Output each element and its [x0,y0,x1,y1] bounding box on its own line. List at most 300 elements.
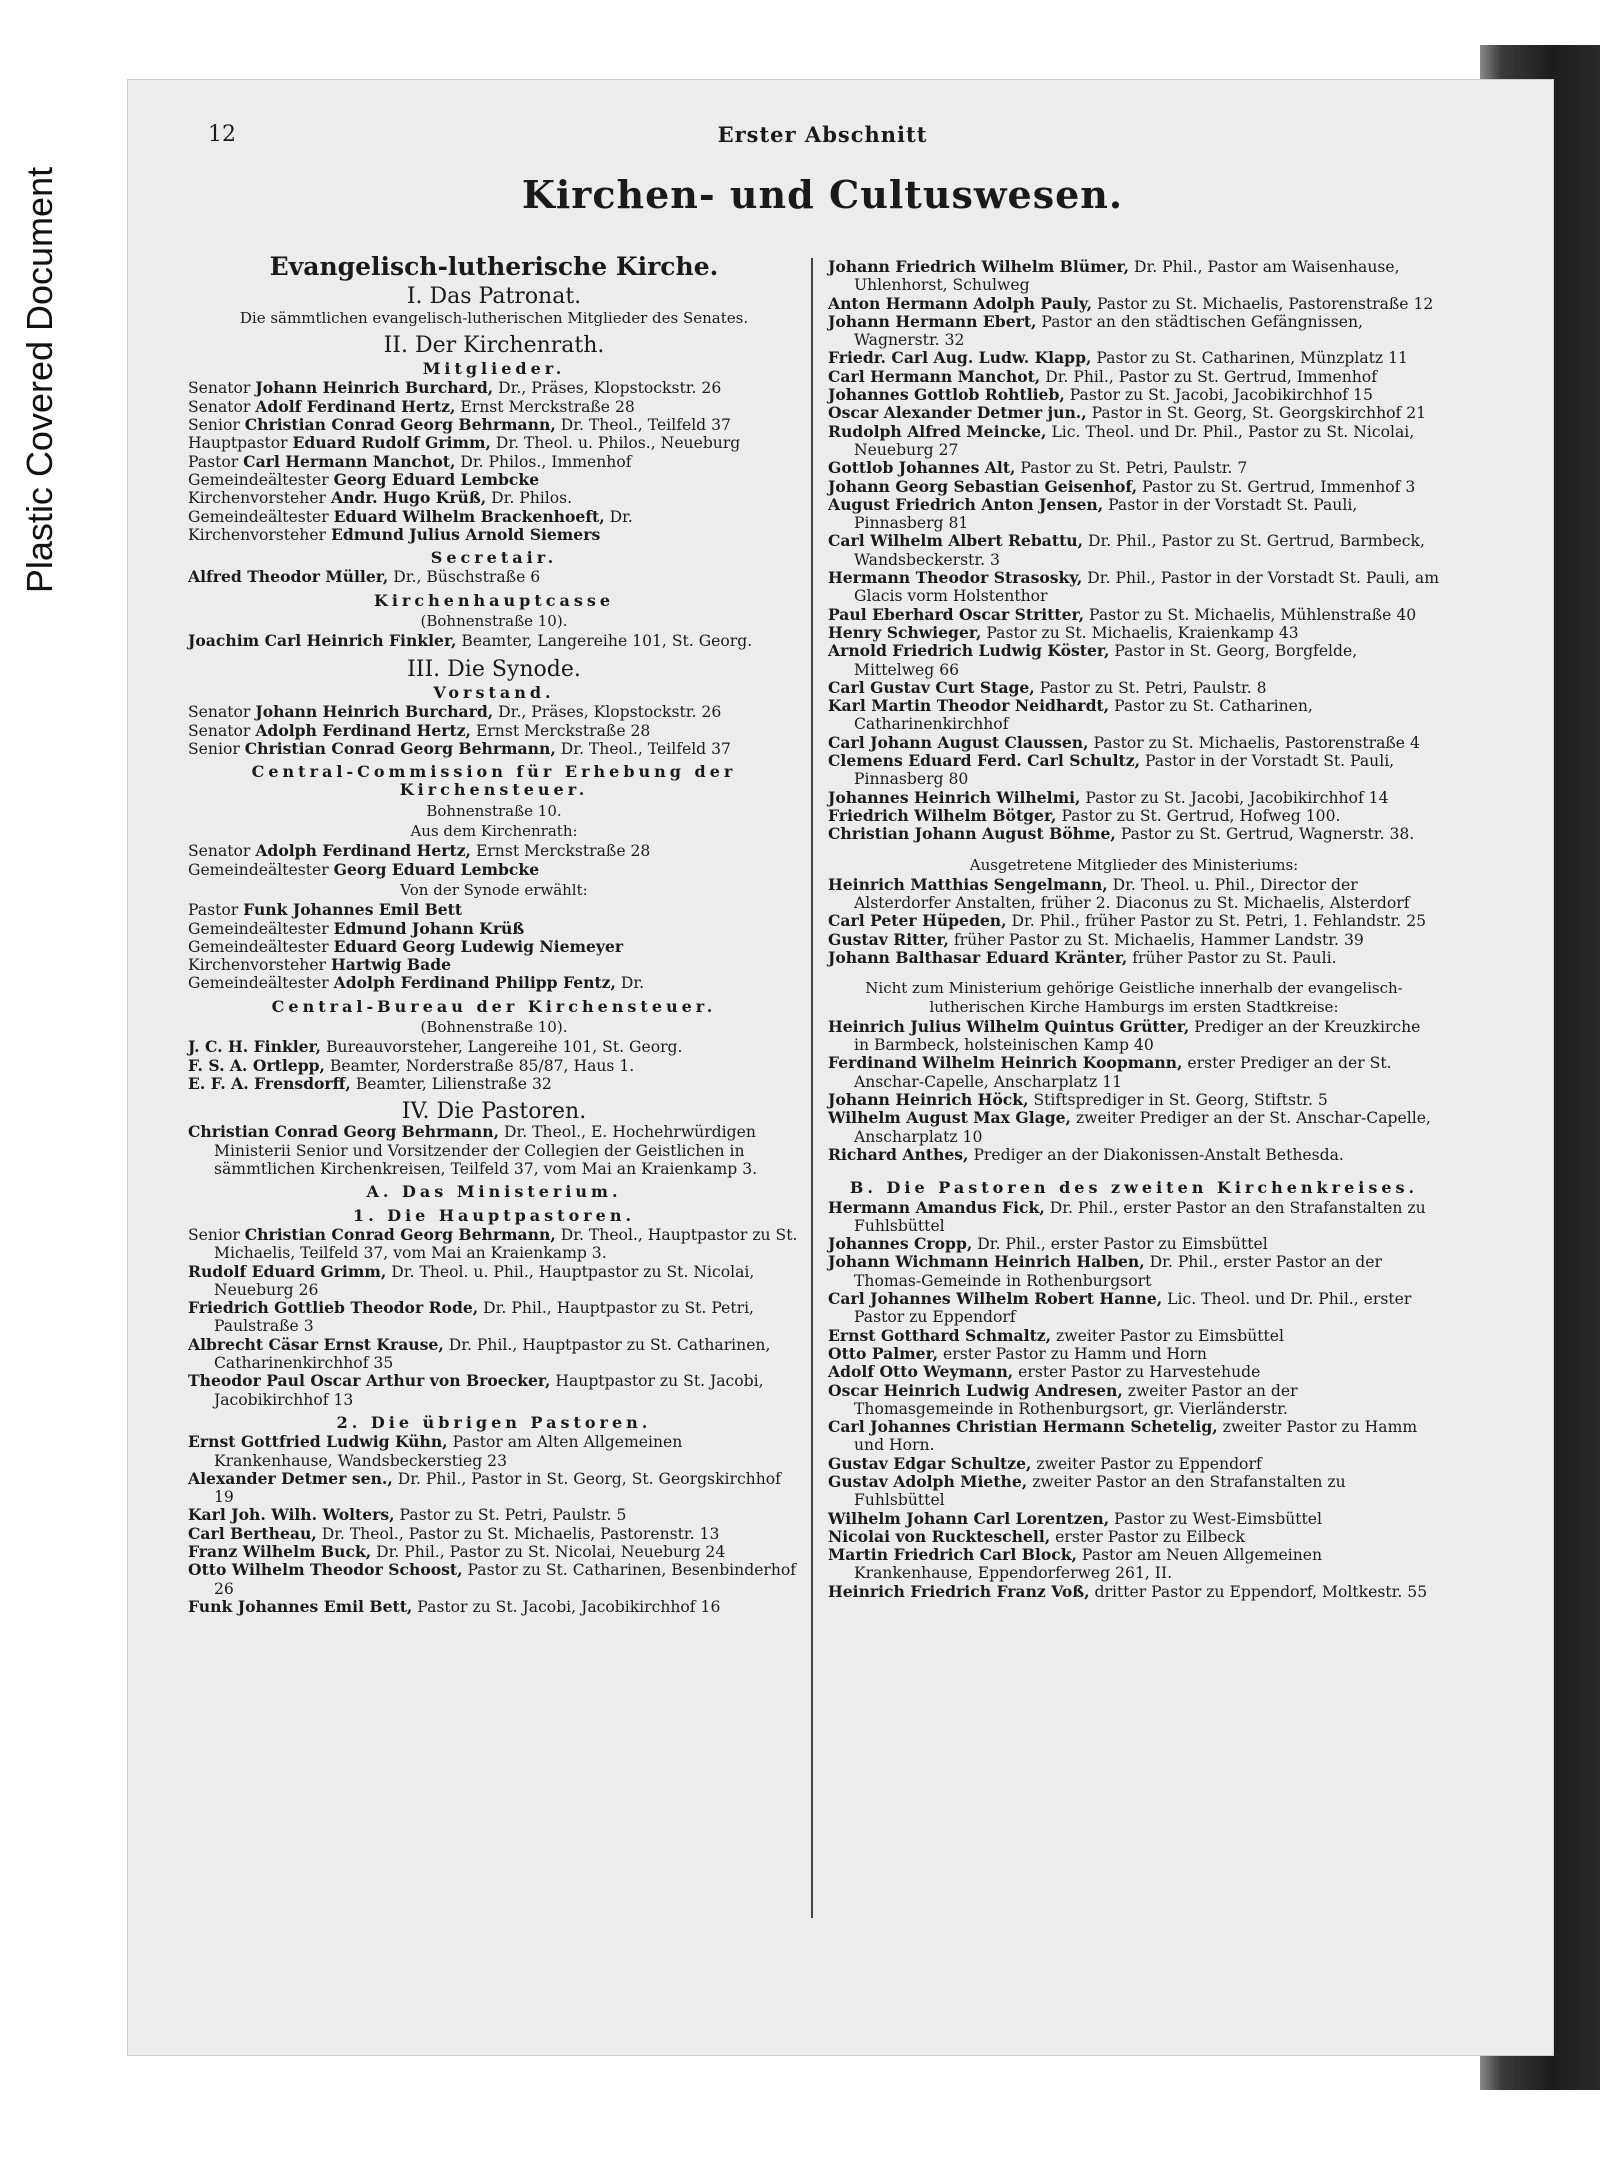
entry-details: Pastor zu St. Gertrud, Immenhof 3 [1137,477,1416,496]
entry-details: Prediger an der Kreuzkirche in Barmbeck, holsteinischen Kamp 40 [854,1017,1421,1055]
entry [188,1336,800,1373]
entry-details: Dr. Phil., erster Pastor zu Eimsbüttel [972,1235,1268,1254]
entry [188,1263,800,1300]
entry-role: Gemeindeältester [188,470,334,489]
entry-details: Pastor in St. Georg, St. Georgskirchhof 21 [1086,404,1427,423]
entry-name: Gustav Adolph Miethe, [828,1472,1028,1491]
entry-name: Henry Schwieger, [828,622,982,642]
hauptcasse-list [188,632,800,650]
entry-details: zweiter Pastor zu Eppendorf [1031,1454,1262,1473]
entry-details: Dr. Phil., Pastor in der Vorstadt St. Pauli, am Glacis vorm Holstenthor [854,569,1440,606]
entry [188,453,800,471]
entry [828,1382,1440,1419]
entry-details: Dr., Büschstraße 6 [388,568,541,587]
secretair-list [188,568,800,586]
entry-role: Senator [188,721,256,740]
entry-name: Christian Conrad Georg Behrmann, [244,415,556,435]
entry-details: dritter Pastor zu Eppendorf, Moltkestr. 55 [1089,1582,1428,1601]
entry [188,1598,800,1616]
entry [828,807,1440,825]
entry-name: Andr. Hugo Krüß, [330,488,487,508]
entry [188,1123,800,1178]
vorstand-list [188,703,800,758]
entry-details: Dr. Phil., Pastor zu St. Gertrud, Barmbeck, Wandsbeckerstr. 3 [854,532,1425,569]
entry-name: Paul Eberhard Oscar Stritter, [828,604,1085,624]
entry-details: erster Pastor zu Hamm und Horn [938,1344,1207,1363]
entry [828,734,1440,752]
entry-name: Carl Hermann Manchot, [828,366,1041,386]
zweiter-kirchenkreis-label: B. Die Pastoren des zweiten Kirchenkreises. [849,1178,1419,1198]
entry-name: Ernst Gottfried Ludwig Kühn, [188,1432,448,1452]
entry-name: Ernst Gotthard Schmaltz, [828,1325,1052,1345]
right-column [828,258,1440,1601]
entry-name: Friedrich Wilhelm Bötger, [828,805,1057,825]
entry-name: Franz Wilhelm Buck, [188,1542,372,1561]
entry [828,1109,1440,1146]
patronat-heading: I. Das Patronat. [406,284,582,310]
entry [188,508,800,526]
entry-name: Gustav Edgar Schultze, [828,1453,1032,1473]
entry-name: Carl Johann August Claussen, [828,732,1089,752]
entry-name: Johannes Heinrich Wilhelmi, [828,787,1081,807]
kirchenrath-list [188,379,800,544]
entry [828,569,1440,606]
uebrige-label: 2. Die übrigen Pastoren. [336,1412,652,1432]
pastoren-continued-list [828,258,1440,844]
entry-details: früher Pastor zu St. Pauli. [1127,948,1337,967]
entry-details: Pastor zu St. Petri, Paulstr. 7 [1015,459,1248,478]
entry-details: Dr., Präses, Klopstockstr. 26 [493,379,722,398]
entry [828,478,1440,496]
entry-role: Senator [188,703,256,722]
entry-name: Friedrich Gottlieb Theodor Rode, [188,1298,479,1318]
entry-name: Christian Conrad Georg Behrmann, [188,1122,500,1142]
entry-details: Dr. [604,507,633,526]
pastoren-heading: IV. Die Pastoren. [401,1099,587,1125]
entry-name: Adolph Ferdinand Hertz, [255,720,471,740]
entry-role: Gemeindeältester [188,937,334,956]
entry-details: Dr. Phil., Hauptpastor zu St. Petri, Paulstraße 3 [214,1299,755,1336]
entry [188,956,800,974]
entry [188,1299,800,1336]
entry-details: zweiter Prediger an der St. Anschar-Capelle, Anscharplatz 10 [854,1109,1431,1146]
entry-name: Johann Hermann Ebert, [828,311,1037,331]
mitglieder-label: Mitglieder. [422,359,566,379]
ausgetreten-label: Ausgetretene Mitglieder des Ministeriums: [969,855,1299,874]
entry [828,1054,1440,1091]
entry [828,1199,1440,1236]
entry-details: Prediger an der Diakonissen-Anstalt Bethesda. [968,1145,1344,1164]
entry [188,568,800,586]
entry-name: Otto Wilhelm Theodor Schoost, [188,1560,463,1580]
hauptpastoren-label: 1. Die Hauptpastoren. [352,1205,636,1225]
entry-name: Eduard Wilhelm Brackenhoeft, [333,506,605,526]
entry [188,379,800,397]
ausgetreten-list [828,876,1440,967]
entry-details: Pastor zu St. Jacobi, Jacobikirchhof 14 [1080,788,1389,807]
entry-name: Karl Joh. Wilh. Wolters, [188,1505,395,1525]
entry-role: Hauptpastor [188,434,293,453]
von-synode-label: Von der Synode erwählt: [400,880,588,899]
entry [188,1561,800,1598]
entry-name: Carl Peter Hüpeden, [828,911,1007,931]
entry [188,974,800,992]
entry-details: Dr. Phil., früher Pastor zu St. Petri, 1. Fehlandstr. 25 [1006,912,1427,931]
entry [828,1345,1440,1363]
entry [828,1327,1440,1345]
entry-name: Carl Gustav Curt Stage, [828,677,1035,697]
entry-details: Dr. Theol. u. Phil., Hauptpastor zu St. Nicolai, Neueburg 26 [214,1262,755,1299]
entry [828,679,1440,697]
entry [188,1543,800,1561]
entry-details: Pastor zu St. Jacobi, Jacobikirchhof 16 [412,1597,721,1616]
entry-role: Senator [188,397,256,416]
entry-name: Hartwig Bade [330,955,452,975]
entry-name: Johann Heinrich Burchard, [255,378,494,398]
entry [188,489,800,507]
entry [828,949,1440,967]
entry-details: Bureauvorsteher, Langereihe 101, St. Georg. [321,1038,683,1057]
entry-name: Adolf Ferdinand Hertz, [255,396,456,416]
entry [188,1372,800,1409]
entry [188,740,800,758]
entry [828,1146,1440,1164]
entry-details: Stiftsprediger in St. Georg, Stiftstr. 5 [1028,1091,1328,1110]
entry-name: Edmund Johann Krüß [333,918,525,938]
entry [828,386,1440,404]
entry-name: Gustav Ritter, [828,929,949,949]
entry-role: Senior [188,739,245,758]
entry [188,1470,800,1507]
running-header [180,118,1465,156]
entry-name: Otto Palmer, [828,1343,939,1363]
entry [188,920,800,938]
secretair-label: Secretair. [430,548,558,568]
entry-details: Dr. Theol. u. Phil., Director der Alsterdorfer Anstalten, früher 2. Diaconus zu St. Michaelis, Alsterdorf [854,875,1410,913]
entry-role: Senior [188,1225,245,1244]
aus-kirchenrath-label: Aus dem Kirchenrath: [410,822,578,841]
entry [828,642,1440,679]
entry-role: Kirchenvorsteher [188,525,331,544]
von-synode-list [188,901,800,992]
entry [188,1525,800,1543]
entry [828,1235,1440,1253]
entry [828,825,1440,843]
entry [188,1433,800,1470]
entry-role: Kirchenvorsteher [188,956,331,975]
ministerium-label: A. Das Ministerium. [366,1182,622,1202]
side-label: Plastic Covered Document [19,166,60,594]
entry-name: Alfred Theodor Müller, [188,567,389,587]
entry [828,459,1440,477]
entry [188,842,800,860]
central-bureau-label: Central-Bureau der Kirchensteuer. [271,996,717,1016]
entry-role: Gemeindeältester [188,507,334,526]
entry-details: Pastor zu St. Michaelis, Kraienkamp 43 [981,623,1299,642]
entry-name: Hermann Theodor Strasosky, [828,568,1083,588]
entry-details: Dr. [615,974,645,993]
entry-name: Heinrich Julius Wilhelm Quintus Grütter, [828,1016,1190,1036]
entry-name: Oscar Alexander Detmer jun., [828,403,1087,423]
entry-name: Joachim Carl Heinrich Finkler, [188,631,457,651]
entry-details: Dr. Theol., Pastor zu St. Michaelis, Pastorenstr. 13 [316,1524,720,1543]
entry-name: Wilhelm August Max Glage, [828,1108,1071,1128]
entry [828,1546,1440,1583]
entry-details: Pastor am Alten Allgemeinen Krankenhause, Wandsbeckerstieg 23 [214,1433,683,1470]
entry-role: Gemeindeältester [188,860,334,879]
column-divider [811,258,813,1918]
entry-details: zweiter Pastor an den Strafanstalten zu Fuhlsbüttel [854,1473,1346,1510]
left-column [188,252,800,1616]
entry [828,1528,1440,1546]
nicht-ministerium-list [828,1018,1440,1164]
entry-name: Wilhelm Johann Carl Lorentzen, [828,1508,1110,1528]
entry-name: Johann Wichmann Heinrich Halben, [828,1252,1145,1272]
entry [188,526,800,544]
entry [828,313,1440,350]
entry-details: Pastor in der Vorstadt St. Pauli, Pinnasberg 80 [854,752,1395,789]
entry-name: Carl Hermann Manchot, [243,451,456,471]
entry-name: Friedr. Carl Aug. Ludw. Klapp, [828,348,1092,368]
entry-name: Nicolai von Ruckteschell, [828,1526,1051,1546]
page-number: 12 [208,122,236,147]
church-heading: Evangelisch-lutherische Kirche. [269,252,719,281]
page-content [180,118,1465,1616]
entry-name: Alexander Detmer sen., [188,1468,393,1488]
zweiter-kirchenkreis-list [828,1199,1440,1602]
entry [188,1075,800,1093]
entry-name: Johann Balthasar Eduard Kränter, [828,947,1128,967]
entry-details: Pastor zu St. Petri, Paulstr. 5 [394,1506,627,1525]
entry-name: Eduard Rudolf Grimm, [292,433,491,453]
entry [828,752,1440,789]
entry-details: Dr. Phil., erster Pastor an der Thomas-Gemeinde in Rothenburgsort [854,1253,1382,1290]
entry [828,532,1440,569]
entry-role: Pastor [188,901,244,920]
entry-name: Clemens Eduard Ferd. Carl Schultz, [828,751,1141,771]
entry [828,368,1440,386]
document-page [128,80,1553,2055]
entry [188,1038,800,1056]
entry [828,1473,1440,1510]
entry-details: erster Prediger an der St. Anschar-Capelle, Anscharplatz 11 [854,1054,1392,1091]
entry-details: Pastor zu St. Catharinen, Münzplatz 11 [1091,349,1408,368]
entry [828,258,1440,295]
entry-name: Carl Johannes Wilhelm Robert Hanne, [828,1289,1163,1309]
entry-name: Funk Johannes Emil Bett, [188,1596,413,1616]
entry-name: Heinrich Matthias Sengelmann, [828,874,1108,894]
entry-details: erster Pastor zu Eilbeck [1050,1527,1245,1546]
entry-details: Pastor zu St. Petri, Paulstr. 8 [1034,678,1267,697]
entry-details: Beamter, Langereihe 101, St. Georg. [456,632,753,651]
entry [828,349,1440,367]
entry [828,1583,1440,1601]
entry [188,1506,800,1524]
entry-details: Dr. Theol., Teilfeld 37 [555,416,731,435]
entry-details: Ernst Merckstraße 28 [455,397,635,416]
entry-details: Pastor zu St. Michaelis, Pastorenstraße 4 [1088,733,1420,752]
entry-details: Beamter, Norderstraße 85/87, Haus 1. [324,1056,635,1075]
entry-details: zweiter Pastor zu Eimsbüttel [1051,1326,1285,1345]
entry-details: Dr. Philos. [486,489,573,508]
entry-name: Georg Eduard Lembcke [333,469,540,489]
page-title: Kirchen- und Cultuswesen. [521,172,1124,217]
entry-details: Pastor am Neuen Allgemeinen Krankenhause, Eppendorferweg 261, II. [854,1546,1323,1583]
entry [188,471,800,489]
entry-details: Dr. Phil., erster Pastor an den Strafanstalten zu Fuhlsbüttel [854,1198,1426,1235]
entry-details: Dr. Theol., E. Hochehrwürdigen Ministerii Senior und Vorsitzender der Collegien der Geistlichen in sämmtlichen Kirchenkreisen, Teilfeld 37, vom Mai an Kraienkamp 3. [214,1123,758,1179]
entry [828,912,1440,930]
entry [188,434,800,452]
entry-details: Pastor zu St. Gertrud, Wagnerstr. 38. [1115,825,1415,844]
entry-name: Arnold Friedrich Ludwig Köster, [828,641,1110,661]
entry [188,398,800,416]
entry-details: Hauptpastor zu St. Jacobi, Jacobikirchhof 13 [214,1372,764,1409]
entry [828,606,1440,624]
entry-name: Martin Friedrich Carl Block, [828,1545,1077,1565]
entry-details: Ernst Merckstraße 28 [470,842,651,861]
entry [828,1091,1440,1109]
entry [188,703,800,721]
entry [828,931,1440,949]
entry [188,1226,800,1263]
entry-name: Rudolf Eduard Grimm, [188,1261,387,1281]
kirchenrath-heading: II. Der Kirchenrath. [383,332,605,358]
entry-name: Christian Johann August Böhme, [828,824,1116,844]
entry [188,861,800,879]
entry [188,1057,800,1075]
entry-name: Christian Conrad Georg Behrmann, [244,1224,556,1244]
entry-details: Pastor zu St. Jacobi, Jacobikirchhof 15 [1064,386,1373,405]
entry-details: Lic. Theol. und Dr. Phil., Pastor zu St. Nicolai, Neueburg 27 [854,422,1415,459]
section-title: Erster Abschnitt [717,122,928,147]
hauptpastoren-list [188,1226,800,1409]
entry-details: zweiter Pastor an der Thomasgemeinde in Rothenburgsort, gr. Vierländerstr. [854,1381,1298,1418]
entry-details: Dr., Präses, Klopstockstr. 26 [493,703,722,722]
patronat-text: Die sämmtlichen evangelisch-lutherischen Mitglieder des Senates. [239,308,749,327]
entry-details: Pastor in St. Georg, Borgfelde, Mittelweg 66 [854,642,1358,679]
entry [828,295,1440,313]
entry-details: Pastor zu St. Gertrud, Hofweg 100. [1056,806,1341,825]
entry-details: Pastor zu St. Catharinen, Besenbinderhof 26 [214,1561,797,1598]
entry-details: Pastor zu St. Catharinen, Catharinenkirchhof [854,697,1313,734]
aus-kirchenrath-list [188,842,800,879]
entry [828,876,1440,913]
synode-heading: III. Die Synode. [407,656,581,682]
entry [828,1510,1440,1528]
entry [828,1418,1440,1455]
entry [188,416,800,434]
entry [828,697,1440,734]
central-bureau-address: (Bohnenstraße 10). [420,1017,568,1036]
entry-details: Pastor an den städtischen Gefängnissen, Wagnerstr. 32 [854,312,1363,350]
entry-role: Gemeindeältester [188,974,334,993]
entry [828,1018,1440,1055]
entry-details: Pastor in der Vorstadt St. Pauli, Pinnasberg 81 [854,495,1358,533]
entry-details: Dr. Phil., Pastor zu St. Nicolai, Neueburg 24 [371,1543,726,1561]
entry-name: F. S. A. Ortlepp, [188,1055,325,1075]
entry-details: Dr. Phil., Pastor in St. Georg, St. Georgskirchhof 19 [214,1469,781,1507]
entry-details: Dr. Phil., Pastor am Waisenhause, Uhlenhorst, Schulweg [854,258,1400,295]
entry-name: Hermann Amandus Fick, [828,1197,1045,1217]
entry [828,789,1440,807]
entry-name: Oscar Heinrich Ludwig Andresen, [828,1380,1123,1400]
entry [828,423,1440,460]
entry-name: Georg Eduard Lembcke [333,859,540,879]
entry-name: J. C. H. Finkler, [188,1037,322,1057]
entry-name: Adolph Ferdinand Philipp Fentz, [333,973,616,993]
nicht-ministerium-label: Nicht zum Ministerium gehörige Geistliche innerhalb der evangelisch-lutherischen Kirche Hamburgs im ersten Stadtkreise: [865,979,1403,1016]
entry [828,1455,1440,1473]
entry-name: Rudolph Alfred Meincke, [828,421,1047,441]
entry [828,624,1440,642]
entry-name: Eduard Georg Ludewig Niemeyer [333,936,624,956]
entry-details: Dr. Theol. u. Philos., Neueburg [490,434,741,453]
entry [828,1290,1440,1327]
entry-name: Carl Bertheau, [188,1523,317,1543]
entry-name: Theodor Paul Oscar Arthur von Broecker, [188,1371,551,1391]
entry [188,938,800,956]
entry-details: Pastor zu West-Eimsbüttel [1109,1509,1322,1528]
central-bureau-list [188,1038,800,1093]
entry [188,632,800,650]
entry-name: Gottlob Johannes Alt, [828,458,1016,478]
entry-name: Carl Wilhelm Albert Rebattu, [828,531,1084,551]
entry-details: erster Pastor zu Harvestehude [1013,1363,1261,1382]
entry-name: Johannes Gottlob Rohtlieb, [828,385,1065,405]
entry [188,722,800,740]
entry-details: Dr. Phil., Hauptpastor zu St. Catharinen, Catharinenkirchhof 35 [214,1335,771,1373]
entry-name: Funk Johannes Emil Bett [243,900,463,920]
entry-name: Johann Heinrich Burchard, [255,702,494,722]
entry-name: Ferdinand Wilhelm Heinrich Koopmann, [828,1053,1183,1073]
entry-name: Anton Hermann Adolph Pauly, [828,293,1093,313]
entry [828,1253,1440,1290]
entry-details: Dr. Theol., Hauptpastor zu St. Michaelis, Teilfeld 37, vom Mai an Kraienkamp 3. [214,1225,798,1263]
entry-role: Gemeindeältester [188,919,334,938]
entry-name: Johann Friedrich Wilhelm Blümer, [828,257,1130,276]
entry-details: Lic. Theol. und Dr. Phil., erster Pastor zu Eppendorf [854,1290,1412,1327]
entry-name: Adolf Otto Weymann, [828,1362,1014,1382]
entry-details: Ernst Merckstraße 28 [470,721,651,740]
entry-role: Senior [188,416,245,435]
entry [828,404,1440,422]
entry-name: Heinrich Friedrich Franz Voß, [828,1581,1090,1601]
entry [828,496,1440,533]
entry-name: Johannes Cropp, [828,1234,973,1254]
entry-details: Dr. Phil., Pastor zu St. Gertrud, Immenhof [1040,367,1377,386]
vorstand-label: Vorstand. [433,682,555,702]
entry-details: Pastor zu St. Michaelis, Mühlenstraße 40 [1084,605,1417,624]
entry-name: Richard Anthes, [828,1144,969,1164]
entry-role: Pastor [188,452,244,471]
entry [188,901,800,919]
entry-name: Christian Conrad Georg Behrmann, [244,738,556,758]
uebrige-list [188,1433,800,1616]
entry [828,1363,1440,1381]
entry-details: Dr. Philos., Immenhof [455,452,632,471]
entry-name: Adolph Ferdinand Hertz, [255,841,471,861]
central-commission-address: Bohnenstraße 10. [426,801,562,820]
entry-role: Kirchenvorsteher [188,489,331,508]
entry-name: August Friedrich Anton Jensen, [828,494,1104,514]
central-commission-label: Central-Commission für Erhebung der Kirchensteuer. [251,762,737,800]
hauptcasse-label: Kirchenhauptcasse [373,590,615,610]
entry-details: Beamter, Lilienstraße 32 [350,1074,552,1093]
entry-name: Edmund Julius Arnold Siemers [330,524,601,544]
entry-role: Senator [188,842,256,861]
entry-details: früher Pastor zu St. Michaelis, Hammer Landstr. 39 [948,930,1364,949]
